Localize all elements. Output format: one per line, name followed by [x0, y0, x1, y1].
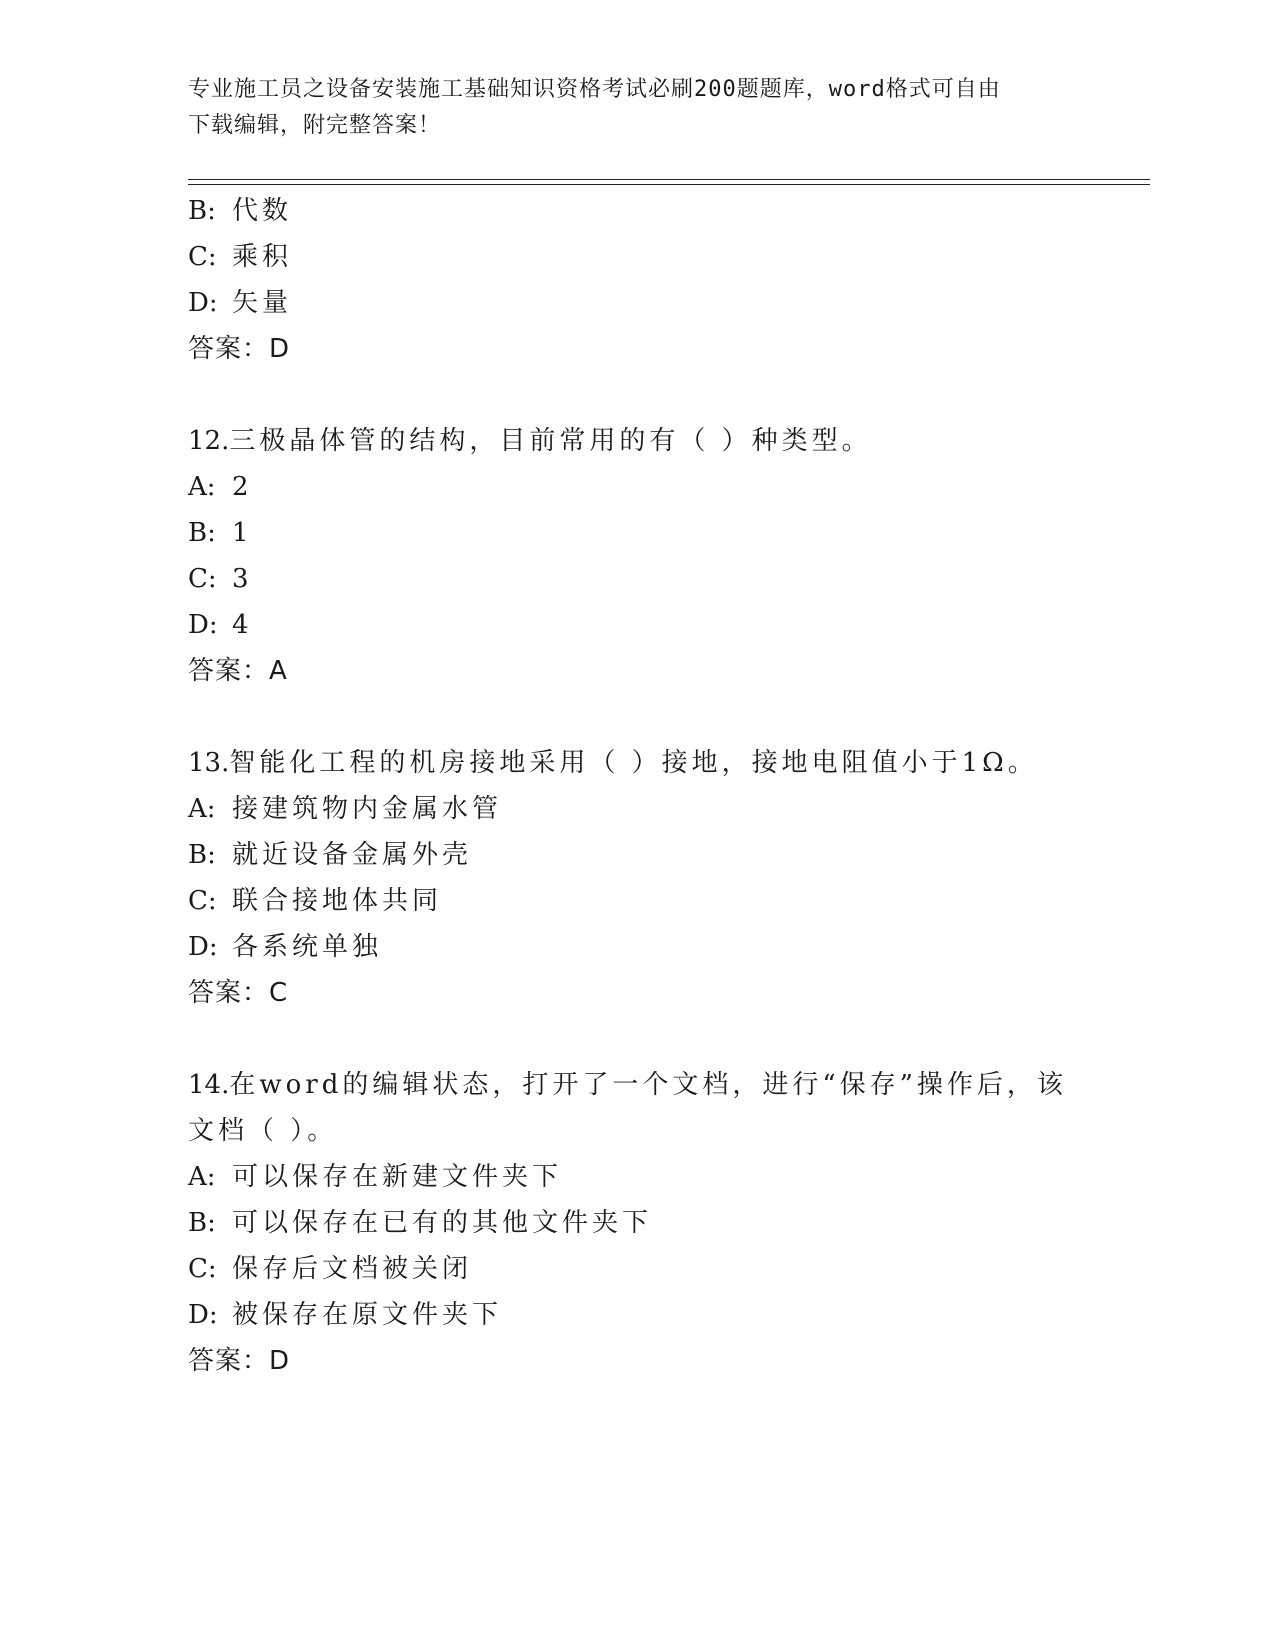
option-d	[188, 924, 1088, 970]
answer-line: 答案：D	[188, 1346, 291, 1376]
header-divider-bottom	[188, 184, 1150, 185]
option-d	[188, 280, 1088, 326]
option-d	[188, 602, 1088, 648]
option-text: 代数	[232, 196, 293, 226]
option-c	[188, 1246, 1088, 1292]
document-header	[188, 72, 1088, 144]
option-letter: C:	[188, 242, 217, 272]
option-b	[188, 510, 1088, 556]
option-text: 被保存在原文件夹下	[232, 1300, 503, 1330]
question-text: 三极晶体管的结构，目前常用的有（ ）种类型。	[229, 426, 872, 456]
option-letter: D:	[188, 932, 218, 962]
option-letter: C:	[188, 564, 217, 594]
option-text: 可以保存在新建文件夹下	[232, 1162, 563, 1192]
option-letter: D:	[188, 610, 218, 640]
option-letter: B:	[188, 1208, 216, 1238]
question-stem	[188, 418, 1088, 464]
option-text: 矢量	[232, 288, 293, 318]
option-letter: B:	[188, 196, 216, 226]
option-a	[188, 464, 1088, 510]
option-letter: A:	[188, 472, 216, 502]
option-c	[188, 556, 1088, 602]
question-13	[188, 740, 1088, 1016]
header-line-2: 下载编辑，附完整答案！	[188, 113, 442, 138]
option-d	[188, 1292, 1088, 1338]
option-a	[188, 1154, 1088, 1200]
option-c	[188, 878, 1088, 924]
answer-line: 答案：C	[188, 978, 289, 1008]
option-letter: A:	[188, 794, 216, 824]
option-text: 可以保存在已有的其他文件夹下	[232, 1208, 653, 1238]
question-list	[188, 188, 1088, 1384]
option-b	[188, 188, 1088, 234]
answer-line: 答案：D	[188, 334, 291, 364]
question-number: 14.	[188, 1070, 230, 1100]
option-letter: A:	[188, 1162, 216, 1192]
question-stem	[188, 1062, 1068, 1154]
option-b	[188, 832, 1088, 878]
option-text: 就近设备金属外壳	[232, 840, 473, 870]
option-text: 接建筑物内金属水管	[232, 794, 503, 824]
option-letter: C:	[188, 1254, 217, 1284]
option-text: 1	[232, 518, 253, 548]
spacer	[188, 694, 1088, 740]
option-text: 各系统单独	[232, 932, 383, 962]
spacer	[188, 1016, 1088, 1062]
header-divider-top	[188, 179, 1150, 180]
option-letter: D:	[188, 1300, 218, 1330]
option-letter: C:	[188, 886, 217, 916]
question-stem	[188, 740, 1088, 786]
option-text: 保存后文档被关闭	[232, 1254, 473, 1284]
option-letter: B:	[188, 518, 216, 548]
question-text: 智能化工程的机房接地采用（ ）接地，接地电阻值小于1Ω。	[229, 748, 1038, 778]
answer-line: 答案：A	[188, 656, 288, 686]
header-line-1: 专业施工员之设备安装施工基础知识资格考试必刷200题题库，word格式可自由	[188, 77, 1001, 102]
question-14	[188, 1062, 1088, 1384]
option-a	[188, 786, 1088, 832]
option-text: 3	[232, 564, 253, 594]
option-c	[188, 234, 1088, 280]
question-number: 13.	[188, 748, 230, 778]
option-letter: B:	[188, 840, 216, 870]
option-b	[188, 1200, 1088, 1246]
option-letter: D:	[188, 288, 218, 318]
question-number: 12.	[188, 426, 230, 456]
question-12	[188, 418, 1088, 694]
option-text: 乘积	[232, 242, 293, 272]
spacer	[188, 372, 1088, 418]
option-text: 4	[232, 610, 253, 640]
question-text: 在word的编辑状态，打开了一个文档，进行“保存”操作后，该文档（ ）。	[188, 1070, 1067, 1146]
option-text: 联合接地体共同	[232, 886, 443, 916]
option-text: 2	[232, 472, 253, 502]
previous-question	[188, 188, 1088, 372]
